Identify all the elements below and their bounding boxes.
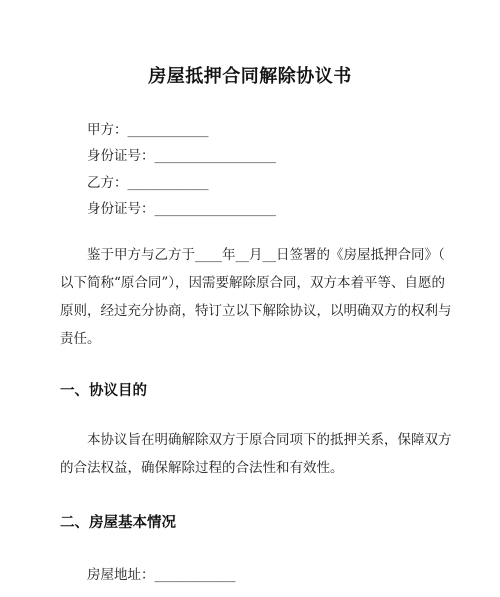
section-line: 的合法权益，确保解除过程的合法性和有效性。 <box>60 460 344 476</box>
property-address-field: 房屋地址：____________ <box>87 567 236 583</box>
intro-line: 以下简称“原合同”），因需要解除原合同，双方本着平等、自愿的 <box>60 275 446 291</box>
intro-line: 责任。 <box>60 331 101 347</box>
party-a-field: 甲方：____________ <box>87 122 209 138</box>
intro-line: 鉴于甲方与乙方于____年__月__日签署的《房屋抵押合同》（ <box>87 247 445 263</box>
document-title: 房屋抵押合同解除协议书 <box>148 66 352 87</box>
section-heading-property: 二、房屋基本情况 <box>60 515 176 531</box>
party-b-field: 乙方：____________ <box>87 175 209 191</box>
section-purpose-paragraph <box>60 426 467 482</box>
section-line: 本协议旨在明确解除双方于原合同项下的抵押关系，保障双方 <box>87 432 452 448</box>
party-b-id-field: 身份证号：__________________ <box>87 201 276 217</box>
party-a-id-field: 身份证号：__________________ <box>87 148 276 164</box>
intro-paragraph <box>60 241 467 353</box>
section-heading-purpose: 一、协议目的 <box>60 383 147 399</box>
intro-line: 原则，经过充分协商，特订立以下解除协议，以明确双方的权利与 <box>60 303 452 319</box>
